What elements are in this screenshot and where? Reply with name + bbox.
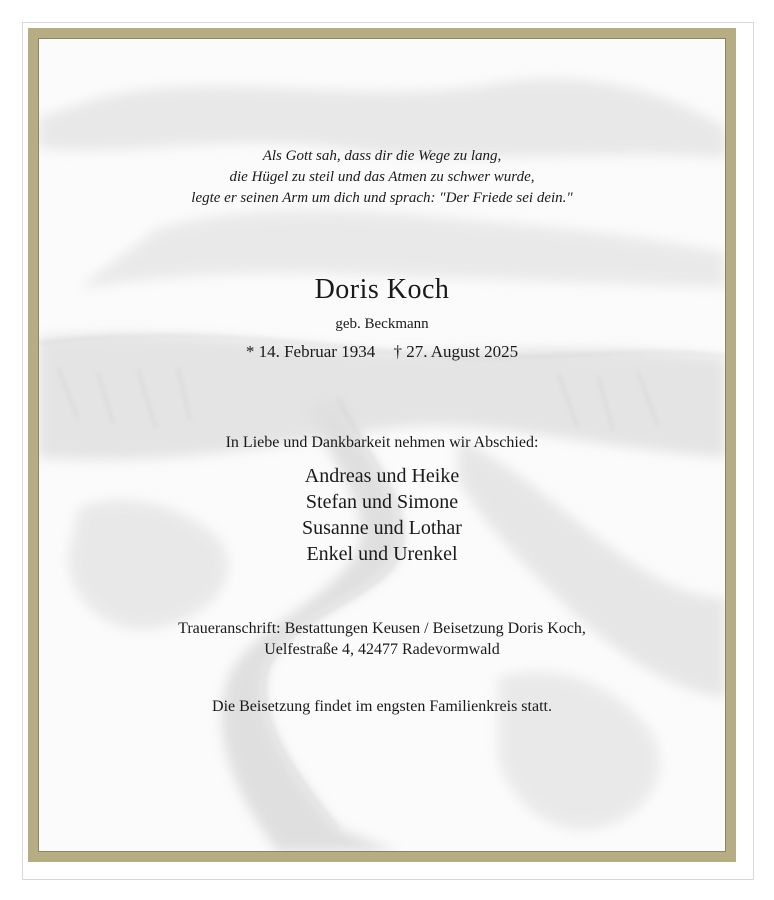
mourners-list [38,463,726,567]
mourner-entry: Enkel und Urenkel [306,543,458,565]
verse-line: die Hügel zu steil und das Atmen zu schwer wurde, [229,169,535,185]
mourner-entry: Susanne und Lothar [302,517,462,539]
obituary-content [38,38,726,852]
burial-note: Die Beisetzung findet im engsten Familienkreis statt. [212,698,552,715]
condolence-address [38,618,726,660]
deceased-name: Doris Koch [314,274,450,305]
mourner-entry: Andreas und Heike [304,465,460,487]
birth-date: * 14. Februar 1934 [245,342,376,361]
verse-line: legte er seinen Arm um dich und sprach: "Der Friede sei dein." [191,190,573,206]
verse-line: Als Gott sah, dass dir die Wege zu lang, [262,148,502,164]
obituary-frame [28,28,736,862]
life-dates [38,342,726,362]
address-line: Traueranschrift: Bestattungen Keusen / Beisetzung Doris Koch, [178,620,586,637]
memorial-verse [38,146,726,209]
mourner-entry: Stefan und Simone [305,491,459,513]
death-date: † 27. August 2025 [393,342,519,361]
birth-name: geb. Beckmann [335,316,429,332]
address-line: Uelfestraße 4, 42477 Radevormwald [264,641,500,658]
farewell-intro: In Liebe und Dankbarkeit nehmen wir Abschied: [225,434,539,451]
